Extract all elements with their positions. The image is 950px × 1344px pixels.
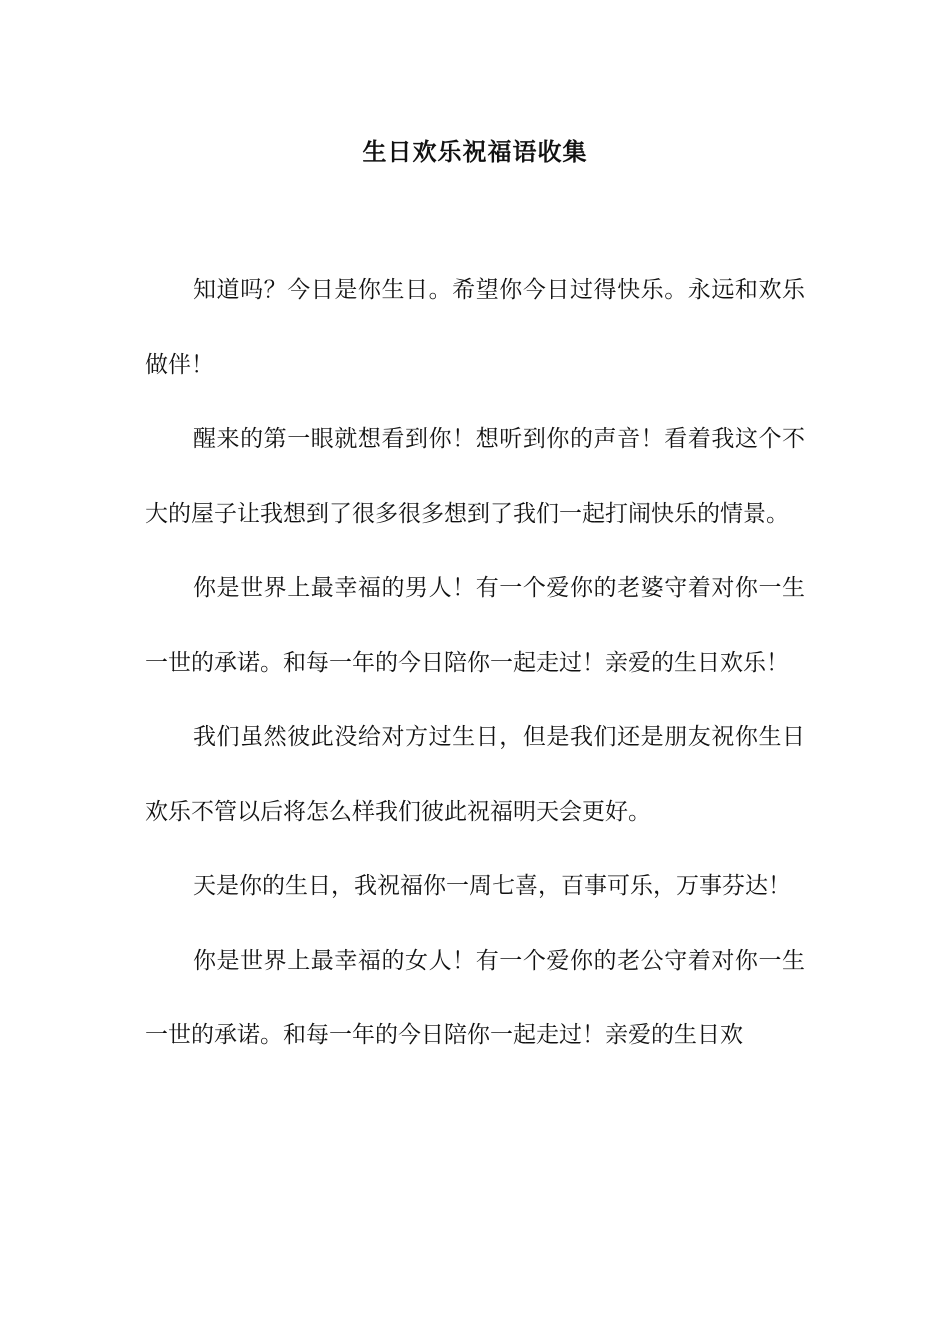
paragraph-2: 醒来的第一眼就想看到你！想听到你的声音！看着我这个不大的屋子让我想到了很多很多想到了我们一起打闹快乐的情景。 [145,426,805,527]
paragraph-5: 天是你的生日，我祝福你一周七喜，百事可乐，万事芬达！ [193,873,791,899]
paragraph-3: 你是世界上最幸福的男人！有一个爱你的老婆守着对你一生一世的承诺。和每一年的今日陪你一起走过！亲爱的生日欢乐！ [145,575,805,676]
document-body [145,253,805,1073]
paragraph-6: 你是世界上最幸福的女人！有一个爱你的老公守着对你一生一世的承诺。和每一年的今日陪你一起走过！亲爱的生日欢 [145,947,805,1048]
document-title: 生日欢乐祝福语收集 [362,137,588,166]
paragraph-4: 我们虽然彼此没给对方过生日，但是我们还是朋友祝你生日欢乐不管以后将怎么样我们彼此祝福明天会更好。 [145,724,805,825]
paragraph-1: 知道吗？今日是你生日。希望你今日过得快乐。永远和欢乐做伴！ [145,277,805,378]
